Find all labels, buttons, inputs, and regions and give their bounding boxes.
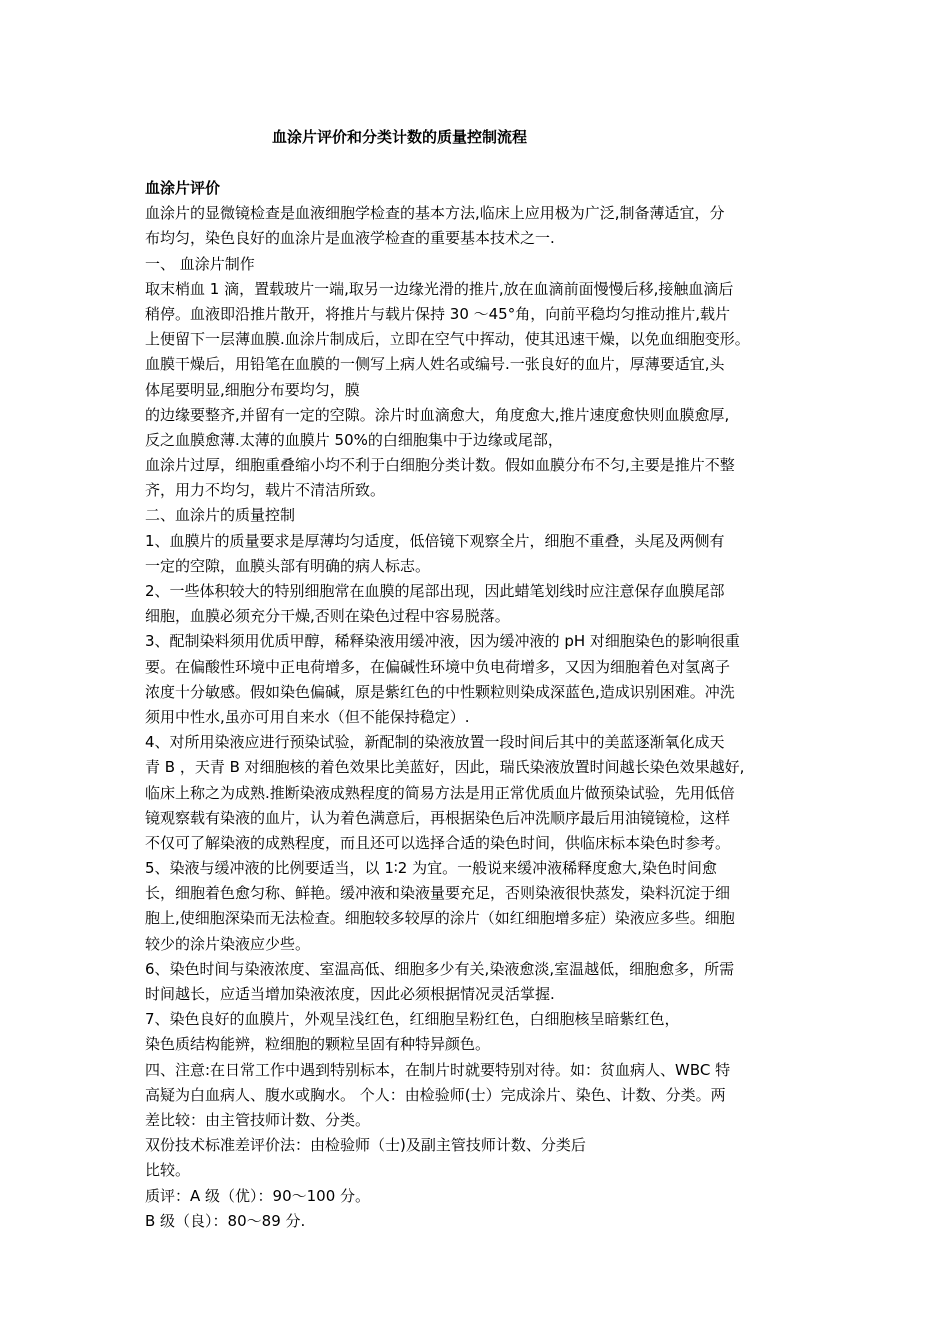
text-line: 齐，用力不均匀，载片不清洁所致。 — [145, 481, 386, 500]
text-line: 比较。 — [145, 1161, 191, 1180]
text-line: 临床上称之为成熟.推断染液成熟程度的简易方法是用正常优质血片做预染试验，先用低倍 — [145, 783, 735, 802]
text-line: 染色质结构能辨，粒细胞的颗粒呈固有种特异颜色。 — [145, 1035, 491, 1054]
text-line: 取末梢血 1 滴，置载玻片一端,取另一边缘光滑的推片,放在血滴前面慢慢后移,接触血滴后 — [145, 279, 734, 298]
text-line: 一、 血涂片制作 — [145, 254, 255, 273]
text-line: B 级（良）：80～89 分. — [145, 1211, 306, 1230]
text-line: 血涂片过厚，细胞重叠缩小均不利于白细胞分类计数。假如血膜分布不匀,主要是推片不整 — [145, 456, 735, 475]
text-line: 布均匀，染色良好的血涂片是血液学检查的重要基本技术之一. — [145, 229, 555, 248]
text-line: 要。在偏酸性环境中正电荷增多，在偏碱性环境中负电荷增多，又因为细胞着色对氢离子 — [145, 657, 731, 676]
text-line: 须用中性水,虽亦可用自来水（但不能保持稳定）. — [145, 707, 470, 726]
text-line: 胞上,使细胞深染而无法检查。细胞较多较厚的涂片（如红细胞增多症）染液应多些。细胞 — [145, 909, 735, 928]
text-line: 体尾要明显,细胞分布要均匀，膜 — [145, 380, 360, 399]
text-line: 青 B ，天青 B 对细胞核的着色效果比美蓝好，因此，瑞氏染液放置时间越长染色效果越好, — [145, 758, 745, 777]
text-line: 细胞，血膜必须充分干燥,否则在染色过程中容易脱落。 — [145, 607, 510, 626]
text-line: 稍停。血液即沿推片散开，将推片与载片保持 30 ～45°角，向前平稳均匀推动推片,载片 — [145, 304, 730, 323]
text-line: 6、染色时间与染液浓度、室温高低、细胞多少有关,染液愈淡,室温越低，细胞愈多，所需 — [145, 959, 735, 978]
text-line: 时间越长，应适当增加染液浓度，因此必须根据情况灵活掌握. — [145, 985, 555, 1003]
text-line: 差比较：由主管技师计数、分类。 — [145, 1110, 371, 1129]
text-line: 质评：A 级（优）：90～100 分。 — [145, 1186, 371, 1205]
text-line: 浓度十分敏感。假如染色偏碱，原是紫红色的中性颗粒则染成深蓝色,造成识别困难。冲洗 — [145, 682, 735, 701]
text-line: 长，细胞着色愈匀称、鲜艳。缓冲液和染液量要充足，否则染液很快蒸发，染料沉淀于细 — [145, 884, 731, 903]
text-line: 一定的空隙，血膜头部有明确的病人标志。 — [145, 556, 431, 575]
text-line: 二、血涂片的质量控制 — [145, 506, 296, 525]
document-body — [145, 176, 825, 1234]
text-line: 2、一些体积较大的特别细胞常在血膜的尾部出现，因此蜡笔划线时应注意保存血膜尾部 — [145, 582, 725, 600]
text-line: 上便留下一层薄血膜.血涂片制成后，立即在空气中挥动，使其迅速干燥，以免血细胞变形。 — [145, 330, 750, 349]
document-title: 血涂片评价和分类计数的质量控制流程 — [272, 128, 528, 146]
text-line: 1、血膜片的质量要求是厚薄均匀适度，低倍镜下观察全片，细胞不重叠，头尾及两侧有 — [145, 531, 725, 550]
text-line: 4、对所用染液应进行预染试验，新配制的染液放置一段时间后其中的美蓝逐渐氧化成天 — [145, 733, 725, 752]
text-line: 5、染液与缓冲液的比例要适当，以 1∶2 为宜。一般说来缓冲液稀释度愈大,染色时间愈 — [145, 859, 717, 878]
text-line: 双份技术标准差评价法：由检验师（士)及副主管技师计数、分类后 — [145, 1136, 586, 1155]
text-line: 高疑为白血病人、腹水或胸水。 个人：由检验师(士）完成涂片、染色、计数、分类。两 — [145, 1085, 726, 1104]
text-line: 血涂片的显微镜检查是血液细胞学检查的基本方法,临床上应用极为广泛,制备薄适宜，分 — [145, 204, 725, 223]
text-line: 镜观察载有染液的血片，认为着色满意后，再根据染色后冲洗顺序最后用油镜镜检，这样 — [145, 808, 731, 827]
text-line: 3、配制染料须用优质甲醇，稀释染液用缓冲液，因为缓冲液的 pH 对细胞染色的影响很重 — [145, 632, 740, 651]
text-line: 血膜干燥后，用铅笔在血膜的一侧写上病人姓名或编号.一张良好的血片，厚薄要适宜,头 — [145, 355, 725, 374]
text-line: 7、染色良好的血膜片，外观呈浅红色，红细胞呈粉红色，白细胞核呈暗紫红色， — [145, 1010, 680, 1029]
text-line: 的边缘要整齐,并留有一定的空隙。涂片时血滴愈大，角度愈大,推片速度愈快则血膜愈厚, — [145, 405, 730, 424]
text-line: 反之血膜愈薄.太薄的血膜片 50%的白细胞集中于边缘或尾部， — [145, 430, 563, 449]
text-line: 不仅可了解染液的成熟程度，而且还可以选择合适的染色时间，供临床标本染色时参考。 — [145, 833, 731, 852]
text-line: 较少的涂片染液应少些。 — [145, 934, 311, 953]
text-line: 四、注意:在日常工作中遇到特别标本，在制片时就要特别对待。如：贫血病人、WBC 特 — [145, 1060, 731, 1079]
section-heading: 血涂片评价 — [145, 179, 221, 197]
